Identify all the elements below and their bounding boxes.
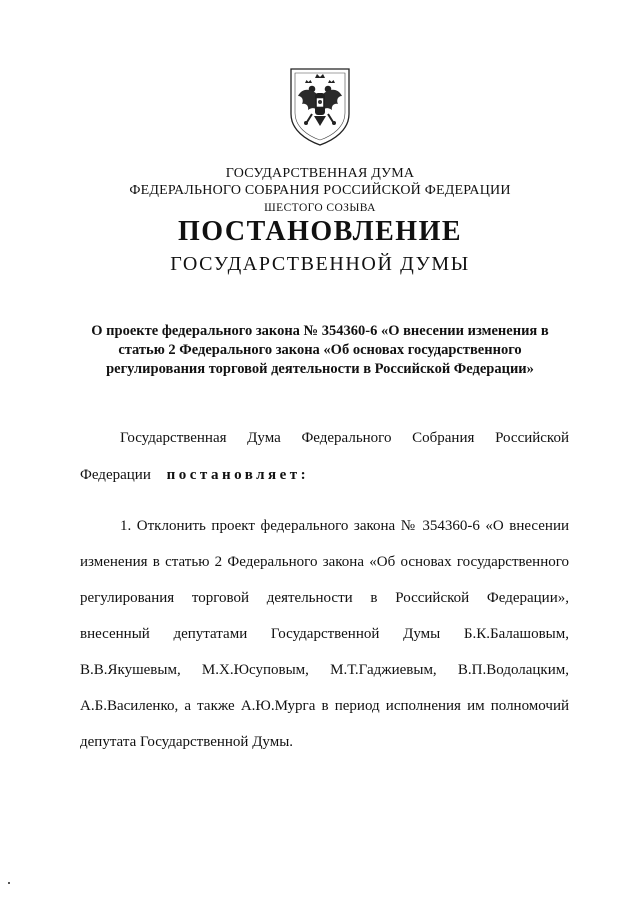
header-line-assembly: ФЕДЕРАЛЬНОГО СОБРАНИЯ РОССИЙСКОЙ ФЕДЕРАЦИИ <box>129 183 511 198</box>
point-line: В.В.Якушевым, М.Х.Юсуповым, М.Т.Гаджиевым, В.П.Водолацким, <box>80 662 569 678</box>
coat-of-arms-icon <box>288 66 352 148</box>
subject-line: регулирования торговой деятельности в Российской Федерации» <box>106 361 534 377</box>
preamble-line: Государственная Дума Федерального Собрания Российской <box>120 430 569 446</box>
document-issuer: ГОСУДАРСТВЕННОЙ ДУМЫ <box>170 253 470 275</box>
subject-line: статью 2 Федерального закона «Об основах государственного <box>118 342 522 358</box>
point-line: внесенный депутатами Государственной Думы Б.К.Балашовым, <box>80 626 569 642</box>
document-type-title: ПОСТАНОВЛЕНИЕ <box>177 216 463 247</box>
point-line: регулирования торговой деятельности в Российской Федерации», <box>80 590 569 606</box>
subject-line: О проекте федерального закона № 354360-6 «О внесении изменения в <box>91 323 549 339</box>
scan-speck <box>8 882 10 884</box>
document-subject <box>80 322 560 379</box>
preamble-line <box>80 465 309 485</box>
point-line: 1. Отклонить проект федерального закона № 354360-6 «О внесении <box>120 518 569 534</box>
header-line-convocation: ШЕСТОГО СОЗЫВА <box>264 202 376 214</box>
preamble-federation: Федерации <box>80 467 151 483</box>
resolution-verb: постановляет: <box>166 467 310 483</box>
point-line: А.Б.Василенко, а также А.Ю.Мурга в период исполнения им полномочий <box>80 698 569 714</box>
point-line: изменения в статью 2 Федерального закона «Об основах государственного <box>80 554 569 570</box>
header-line-duma: ГОСУДАРСТВЕННАЯ ДУМА <box>225 166 415 181</box>
point-line: депутата Государственной Думы. <box>80 734 294 750</box>
